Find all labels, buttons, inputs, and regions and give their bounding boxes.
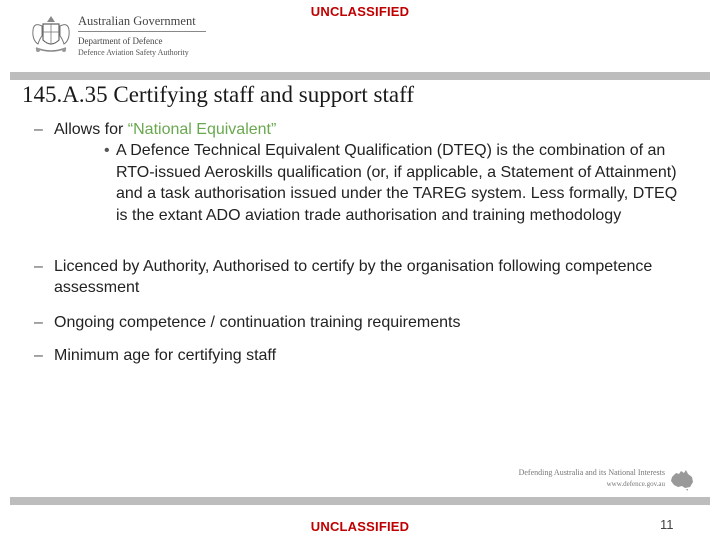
bullet-item (34, 312, 674, 333)
dash-marker: – (34, 347, 43, 364)
government-name: Australian Government (78, 14, 196, 28)
sub-bullet-item (104, 140, 689, 226)
bullet-text: Minimum age for certifying staff (54, 347, 277, 364)
coat-of-arms-icon (26, 10, 76, 60)
authority-name: Defence Aviation Safety Authority (78, 48, 189, 57)
bullet-text: Licenced by Authority, Authorised to certify by the organisation following competence assessment (54, 258, 653, 296)
sub-bullet-text: A Defence Technical Equivalent Qualification (DTEQ) is the combination of an RTO-issued Aeroskills qualification (or, if applicable, a Statement of Attainment) and a task authorisation issued under the TAREG system. Less formally, DTEQ is the extant ADO aviation trade authorisation and training methodology (116, 142, 678, 224)
dash-marker: – (34, 121, 43, 138)
bullet-item (34, 345, 674, 366)
header-rule (10, 72, 710, 80)
logo-divider (78, 31, 206, 32)
australian-government-logo (26, 8, 206, 66)
australia-map-icon (669, 468, 695, 492)
department-name: Department of Defence (78, 36, 163, 46)
dash-marker: – (34, 314, 43, 331)
slide-title: 145.A.35 Certifying staff and support staff (22, 82, 415, 107)
dash-marker: – (34, 258, 43, 275)
classification-top: UNCLASSIFIED (310, 4, 410, 19)
classification-bottom: UNCLASSIFIED (310, 519, 410, 534)
bullet-marker: • (104, 142, 110, 159)
highlight-text: “National Equivalent” (127, 121, 277, 138)
page-number: 11 (660, 517, 674, 532)
defence-footer-logo (518, 468, 695, 494)
footer-url: www.defence.gov.au (606, 480, 665, 488)
footer-rule (10, 497, 710, 505)
bullet-text: Allows for (54, 121, 128, 138)
bullet-text: Ongoing competence / continuation training requirements (54, 314, 461, 331)
footer-tagline: Defending Australia and its National Interests (518, 468, 665, 477)
bullet-item (34, 119, 674, 140)
bullet-item (34, 256, 674, 298)
